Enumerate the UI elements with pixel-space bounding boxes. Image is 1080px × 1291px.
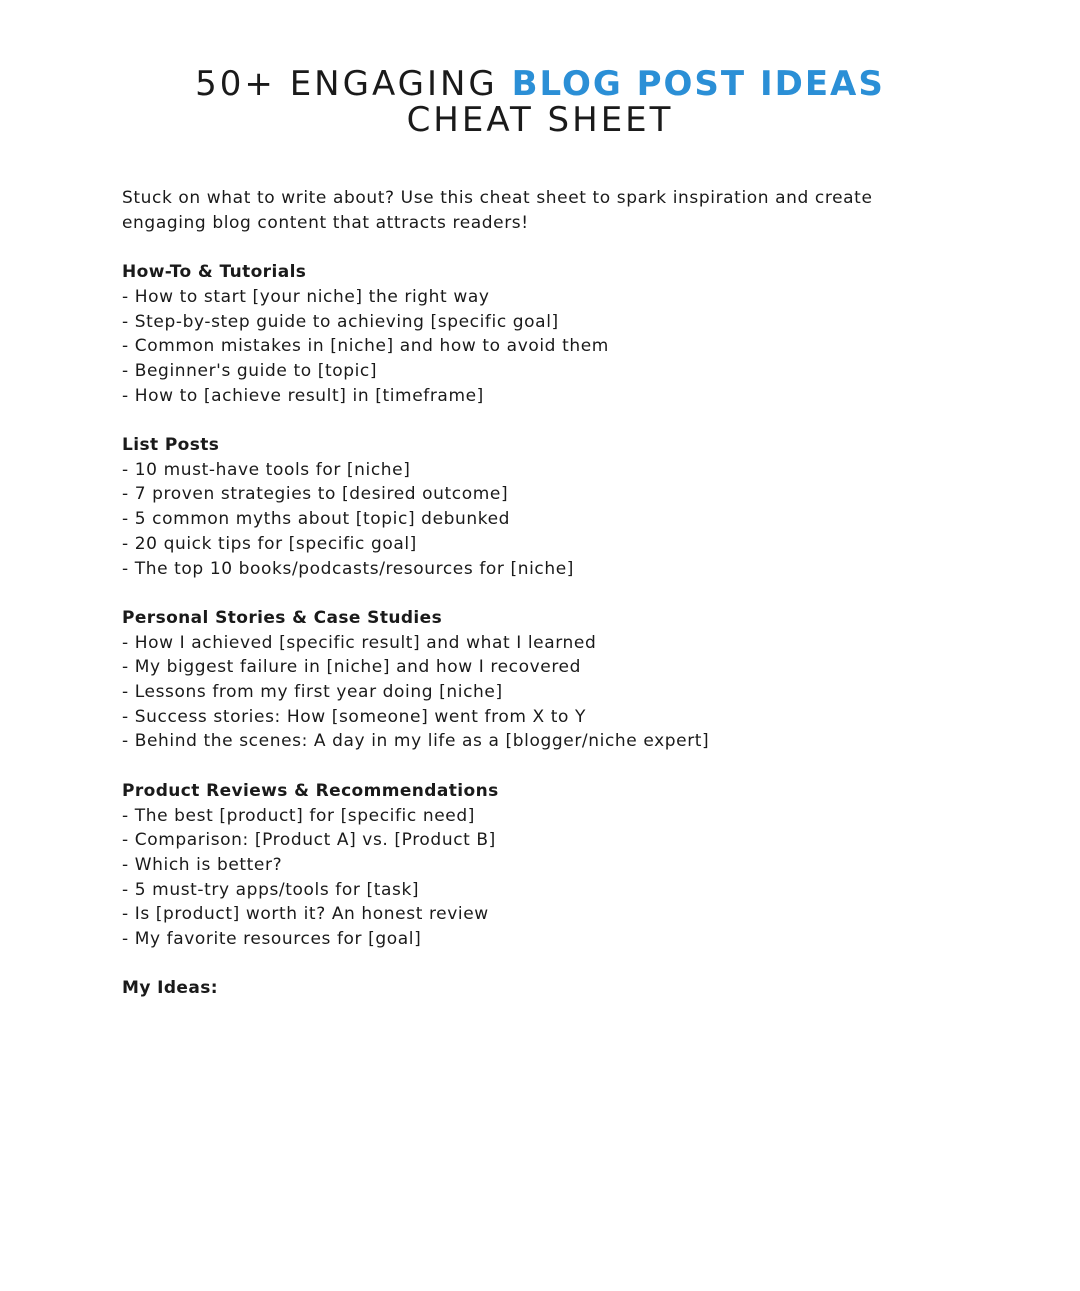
list-item: - 5 common myths about [topic] debunked — [122, 509, 511, 530]
intro-line-2: engaging blog content that attracts readers! — [122, 212, 529, 233]
title-line-2: CHEAT SHEET — [406, 100, 674, 140]
section-how-to-tutorials — [122, 260, 962, 408]
page-title — [0, 66, 1080, 138]
list-item: - Common mistakes in [niche] and how to avoid them — [122, 336, 609, 357]
intro-paragraph — [122, 186, 962, 235]
list-item: - 20 quick tips for [specific goal] — [122, 533, 417, 554]
section-list-posts — [122, 433, 962, 581]
list-item: - My favorite resources for [goal] — [122, 929, 422, 950]
content-body — [122, 186, 962, 1001]
section-personal-stories — [122, 606, 962, 754]
section-heading: Personal Stories & Case Studies — [122, 607, 443, 628]
list-item: - Step-by-step guide to achieving [specific goal] — [122, 311, 559, 332]
section-heading: Product Reviews & Recommendations — [122, 780, 499, 801]
list-item: - Which is better? — [122, 854, 283, 875]
list-item: - The top 10 books/podcasts/resources for [niche] — [122, 558, 575, 579]
title-prefix: 50+ ENGAGING — [195, 64, 512, 104]
idea-list — [122, 285, 962, 409]
list-item: - 10 must-have tools for [niche] — [122, 459, 411, 480]
list-item: - How to start [your niche] the right way — [122, 286, 490, 307]
intro-line-1: Stuck on what to write about? Use this cheat sheet to spark inspiration and create — [122, 188, 873, 208]
title-line-1 — [0, 66, 1080, 102]
list-item: - Lessons from my first year doing [niche] — [122, 682, 503, 703]
list-item: - 7 proven strategies to [desired outcome] — [122, 484, 509, 505]
title-accent: BLOG POST IDEAS — [511, 64, 885, 104]
idea-list — [122, 458, 962, 582]
list-item: - Beginner's guide to [topic] — [122, 360, 378, 381]
section-heading: How-To & Tutorials — [122, 262, 307, 283]
idea-list — [122, 631, 962, 755]
list-item: - Comparison: [Product A] vs. [Product B] — [122, 830, 496, 851]
section-product-reviews — [122, 779, 962, 952]
list-item: - Is [product] worth it? An honest review — [122, 904, 489, 925]
list-item: - How I achieved [specific result] and what I learned — [122, 632, 597, 653]
list-item: - My biggest failure in [niche] and how I recovered — [122, 657, 581, 678]
list-item: - Success stories: How [someone] went from X to Y — [122, 706, 587, 727]
list-item: - The best [product] for [specific need] — [122, 805, 475, 826]
section-heading: List Posts — [122, 435, 220, 455]
my-ideas-heading: My Ideas: — [122, 978, 218, 999]
list-item: - How to [achieve result] in [timeframe] — [122, 385, 484, 406]
list-item: - Behind the scenes: A day in my life as a [blogger/niche expert] — [122, 731, 710, 752]
list-item: - 5 must-try apps/tools for [task] — [122, 879, 420, 900]
idea-list — [122, 804, 962, 952]
